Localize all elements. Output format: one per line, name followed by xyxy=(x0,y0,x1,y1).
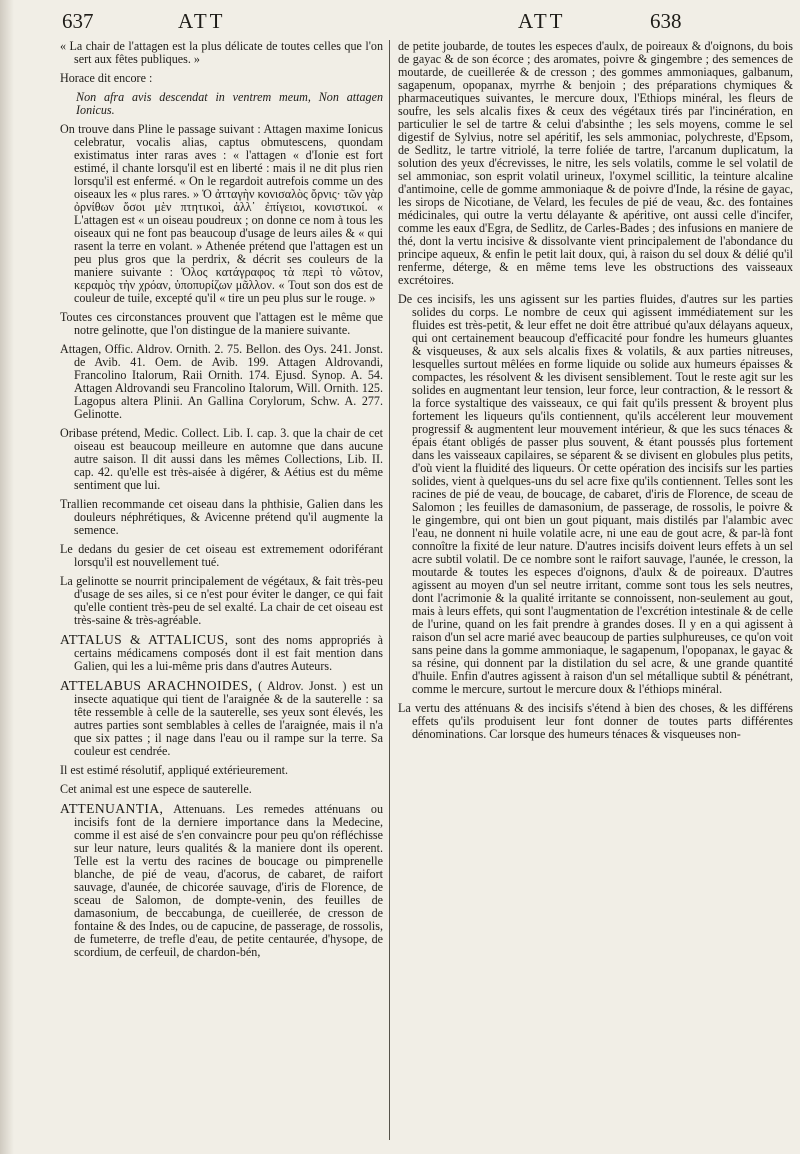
paragraph: Non afra avis descendat in ventrem meum, Non attagen Ionicus. xyxy=(76,90,383,117)
running-head-left: ATT xyxy=(178,9,226,33)
entry-headword: ATTENUANTIA, xyxy=(60,801,164,816)
paragraph: Oribase prétend, Medic. Collect. Lib. I. cap. 3. que la chair de cet oiseau est beaucoup meilleure en automne que dans aucune autre saison. Il dit aussi dans les mêmes Collections, Lib. II. cap. 42. qu'elle est très-aisée à digérer, & Aétius est du même sentiment que lui. xyxy=(60,426,383,492)
paragraph: Toutes ces circonstances prouvent que l'attagen est le même que notre gelinotte, que l'on distingue de la maniere suivante. xyxy=(60,310,383,337)
page-header xyxy=(0,8,800,42)
dictionary-entry xyxy=(60,633,383,673)
left-column xyxy=(60,40,383,1140)
paragraph: La vertu des atténuans & des incisifs s'étend à bien des choses, & les différens effets qu'ils produisent leur font donner de toutes parts différentes dénominations. Car lorsque des humeurs ténaces & visqueuses non- xyxy=(398,701,793,741)
dictionary-entry xyxy=(60,679,383,758)
paragraph: Il est estimé résolutif, appliqué extérieurement. xyxy=(60,763,289,777)
paragraph: de petite joubarde, de toutes les especes d'aulx, de poireaux & d'oignons, du bois de gayac & de son écorce ; des aromates, poivre & gingembre ; des semences de moutarde, de cueillerée & de cresson ; des gommes ammoniaques, galbanum, sagapenum, opopanax, myrrhe & benjoin ; des préparations chymiques & pharmaceutiques suivantes, le mercure doux, l'Ethiops minéral, les fleurs de soufre, les sels alcalis fixes & ceux des végétaux tirés par l'incinération, en particulier le sel de tartre & celui d'absinthe ; les sels moyens, comme le sel digestif de Sylvius, notre sel apéritif, les sels ammoniac, polychreste, d'Epsom, de Sedlitz, le tartre vitriolé, la terre foliée de tartre, l'arcanum duplicatum, la solution des yeux d'écrevisses, le nitre, les sels volatils, comme le sel volatil de sel ammoniac, son esprit volatil urineux, l'oxymel scillitic, la teinture alcaline d'antimoine, celle de gomme ammoniaque & de poivre d'Inde, la résine de gayac, les sirops de Nicotiane, de Velard, les fecules de pié de veau, &c. des fontaines médicinales, qui outre la vertu délayante & apéritive, ont aussi celle d'incifer, comme les eaux d'Egra, de Sedlitz, de Carles-Bades ; des infusions en maniere de thé, dont la vertu incisive & dissolvante vient principalement de l'abondance du principe aqueux, & enfin le petit lait doux, qui, à raison du sel doux & délié qu'il renferme, déterge, & en même tems leve les obstructions des vaisseaux excrétoires. xyxy=(398,40,793,287)
paragraph: Horace dit encore : xyxy=(60,71,153,85)
paragraph: Trallien recommande cet oiseau dans la phthisie, Galien dans les douleurs néphrétiques, & Avicenne prétend qu'il augmente la semence. xyxy=(60,497,383,537)
paragraph: De ces incisifs, les uns agissent sur les parties fluides, d'autres sur les parties solides du corps. Le nombre de ceux qui agissent immédiatement sur les fluides est très-petit, & leur effet ne doit être attribué qu'aux délayans aqueux, qui ont certainement beaucoup d'efficacité pour fondre les humeurs gluantes & visqueuses, & aux sels alcalis fixes & volatils, & aux parties nitreuses, lesquelles surtout mêlées en forme liquide ou solide aux humeurs épaisses & compactes, les résolvent & les divisent sensiblement. Tout le reste agit sur les solides en augmentant leur tension, leur force, leur contraction, & le ressort & la force systaltique des vaisseaux, ce qui fait qu'ils pressent & broyent plus fortement les liqueurs qu'ils contiennent, qu'ils accélerent leur mouvement progressif & augmentent leur mouvement intérieur, & que les sucs ténaces & épais étant obligés de passer plus souvent, & étant poussés plus fortement dans les vaisseaux capilaires, se séparent & se divisent en globules plus petits, d'où vient la fluidité des liqueurs. Or cette opération des incisifs sur les parties solides, vient à quelques-uns du sel acre fixe qu'ils contiennent. Telles sont les racines de pié de veau, de boucage, de cabaret, d'iris de Florence, de sceau de Salomon ; les feuilles de damasonium, de passerage, de rossolis, le poivre & le gingembre, qui ont bien un gout piquant, mais distilés par l'alambic avec l'eau, ne donnent ni huile volatile acre, ni une eau de gout acre, & par-là font connoître la fixité de leur nature. D'autres incisifs doivent leurs effets à un sel acre subtil volatil. De ce nombre sont le raifort sauvage, l'aunée, le cresson, la moutarde & toutes les especes d'oignons, d'aulx & de poireaux. D'autres agissent au moyen d'un sel neutre irritant, comme sont tous les sels neutres, dont l'acrimonie & la qualité irritante se connoissent, non-seulement au gout, mais à leurs effets, qui sont l'augmentation de l'excrétion intestinale & de celle de l'urine, quand on les fait prendre à grandes doses. Il y en a qui agissent à raison d'un sel acre marié avec beaucoup de parties sulphureuses, ce qu'on voit sans peine dans la gomme ammoniaque, le sagapenum, l'opopanax, le gayac & sa résine, qui donnent par la distilation du sel acre, & une grande quantité d'huile. Enfin d'autres agissent à raison d'un sel métallique subtil & pénétrant, comme le mercure, surtout le mercure doux & l'éthiops minéral. xyxy=(398,292,793,696)
entry-text: ( Aldrov. Jonst. ) est un insecte aquatique qui tient de l'araignée & de la sauterelle : sa tête ressemble à celle de la sauterelle, ses yeux sont élevés, les autres parties sont semblables à celles de l'araignée, mais il n'a que six pattes ; il nage dans l'eau ou il rampe sur la terre. Sa couleur est cendrée. xyxy=(74,679,383,758)
entry-text: sont des noms appropriés à certains médicamens composés dont il est fait mention dans Galien, qui les a lui-même pris dans d'autres Auteurs. xyxy=(74,633,383,673)
paragraph: Le dedans du gesier de cet oiseau est extremement odoriférant lorsqu'il est nouvellement tué. xyxy=(60,542,383,569)
paragraph: Attagen, Offic. Aldrov. Ornith. 2. 75. Bellon. des Oys. 241. Jonst. de Avib. 41. Oem. de Avib. 199. Attagen Aldrovandi, Francolino Italorum, Raii Ornith. 174. Ejusd. Synop. A. 54. Attagen Aldrovandi seu Francolino Italorum, Will. Ornith. 125. Lagopus altera Plinii. An Gallina Corylorum, Schw. A. 277. Gelinotte. xyxy=(60,342,383,421)
page-edge-shadow xyxy=(0,0,14,1154)
paragraph: Cet animal est une espece de sauterelle. xyxy=(60,782,252,796)
dictionary-entry xyxy=(60,802,383,959)
running-head-right: ATT xyxy=(518,9,566,33)
page-number-right: 638 xyxy=(650,9,682,33)
paragraph: La gelinotte se nourrit principalement de végétaux, & fait très-peu d'usage de ses ailes, si ce n'est pour éviter le danger, ce qui fait qu'elle contient très-peu de sel exalté. La chair de cet oiseau est très-saine & très-agréable. xyxy=(60,574,383,627)
entry-headword: ATTALUS & ATTALICUS, xyxy=(60,632,229,647)
entry-text: Attenuans. Les remedes atténuans ou incisifs font de la derniere importance dans la Medecine, comme il est aisé de s'en convaincre pour peu qu'on réfléchisse sur leur nature, leurs qualités & la maniere dont ils operent. Telle est la vertu des racines de boucage ou pimprenelle blanche, de pié de veau, d'acorus, de cabaret, de raifort sauvage, d'aunée, de chicorée sauvage, d'iris de Florence, de sceau de Salomon, de dompte-venin, des feuilles de damasonium, de beccabunga, de cueillerée, de cresson de fontaine & des Indes, ou de capucine, de passerage, de rossolis, de fumeterre, de trefle d'eau, de petite centaurée, d'hysope, de scordium, de cerfeuil, de chardon-bén, xyxy=(74,802,383,959)
page-number-left: 637 xyxy=(62,9,94,33)
paragraph: « La chair de l'attagen est la plus délicate de toutes celles que l'on sert aux fêtes publiques. » xyxy=(60,40,383,66)
paragraph: On trouve dans Pline le passage suivant : Attagen maxime Ionicus celebratur, vocalis alias, captus obmutescens, quondam existimatus inter raras aves : « l'attagen « d'Ionie est fort estimé, il chante lorsqu'il est en liberté : mais il ne dit plus rien lorsqu'il est enfermé. « On le regardoit autrefois comme un des oiseaux les « plus rares. » Ὁ ἀτταγὴν κονισαλὸς ὄρνις· τῶν γὰρ ὀρνίθων ὅσοι μὲν πτητικοὶ, ἀλλ᾽ ἐπίγειοι, κονιστικοί. « L'attagen est « un oiseau poudreux ; on donne ce nom à tous les oiseaux qui ne font pas beaucoup d'usage de leurs ailes & « qui rasent la terre en volant. » Athenée prétend que l'attagen est un peu plus gros que la perdrix, & décrit ses couleurs de la maniere suivante : Ὁλος κατάγραφος τὰ περὶ τὸ νῶτον, κεραμὸς τὴν χρόαν, ὑποπυρίζων μᾶλλον. « Tout son dos est de couleur de tuile, excepté qu'il « tire un peu plus sur le rouge. » xyxy=(60,122,383,305)
entry-headword: ATTELABUS ARACHNOIDES, xyxy=(60,678,253,693)
column-divider xyxy=(389,40,390,1140)
right-column xyxy=(398,40,793,1140)
